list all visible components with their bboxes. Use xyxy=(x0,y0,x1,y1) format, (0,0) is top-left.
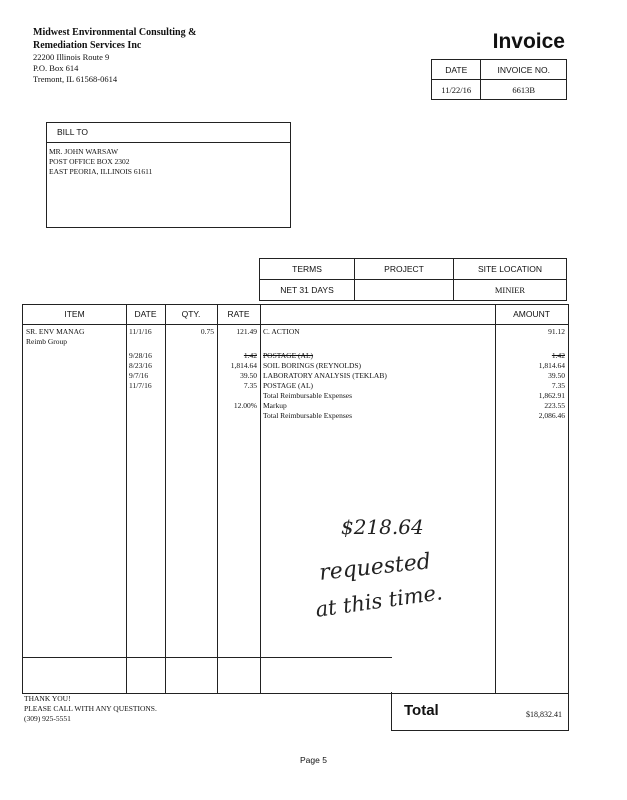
phone-text: (309) 925-5551 xyxy=(24,714,71,723)
date-label: DATE xyxy=(432,60,481,80)
terms-table xyxy=(259,258,567,301)
bill-to-line2: POST OFFICE BOX 2302 xyxy=(49,157,130,166)
page-number: Page 5 xyxy=(300,755,327,765)
row-3-description: SOIL BORINGS (REYNOLDS) xyxy=(263,361,362,370)
col-description xyxy=(260,305,495,324)
row-2-amount: 1.42 xyxy=(551,351,565,360)
total-label: Total xyxy=(404,702,439,719)
total-value: $18,832.41 xyxy=(526,710,562,719)
row-4-amount: 39.50 xyxy=(548,371,565,380)
invoice-meta-table xyxy=(431,59,567,100)
row-2-description: POSTAGE (AL) xyxy=(263,351,314,360)
handwritten-note-line2: at this time. xyxy=(313,580,445,622)
project-label: PROJECT xyxy=(355,259,454,280)
row-8-amount: 2,086.46 xyxy=(538,411,565,420)
col-amount: AMOUNT xyxy=(513,309,550,319)
row-0-qty: 0.75 xyxy=(200,327,214,336)
row-3-amount: 1,814.64 xyxy=(538,361,565,370)
row-7-amount: 223.55 xyxy=(544,401,565,410)
total-box xyxy=(391,692,569,731)
row-0-description: C. ACTION xyxy=(263,327,300,336)
company-address-line3: Tremont, IL 61568-0614 xyxy=(33,74,118,84)
col-item: ITEM xyxy=(64,309,85,319)
row-5-date: 11/7/16 xyxy=(129,381,152,390)
row-0-item: SR. ENV MANAG xyxy=(26,327,85,336)
bill-to-line3: EAST PEORIA, ILLINOIS 61611 xyxy=(49,167,153,176)
terms-value: NET 31 DAYS xyxy=(260,280,355,301)
invoice-number: 6613B xyxy=(481,80,567,100)
bill-to-label: BILL TO xyxy=(47,123,290,143)
invoice-no-label: INVOICE NO. xyxy=(481,60,567,80)
bill-to-box xyxy=(46,122,291,228)
row-6-description: Total Reimbursable Expenses xyxy=(263,391,353,400)
row-4-description: LABORATORY ANALYSIS (TEKLAB) xyxy=(263,371,387,380)
row-0-rate: 121.49 xyxy=(236,327,257,336)
company-name-line1: Midwest Environmental Consulting & xyxy=(33,27,197,38)
terms-label: TERMS xyxy=(260,259,355,280)
row-5-amount: 7.35 xyxy=(551,381,565,390)
line-items-table xyxy=(22,304,569,694)
site-location-label: SITE LOCATION xyxy=(454,259,567,280)
row-5-rate: 7.35 xyxy=(243,381,257,390)
handwritten-note-line1: requested xyxy=(318,549,433,586)
col-qty: QTY. xyxy=(181,309,201,319)
row-0-amount: 91.12 xyxy=(548,327,565,336)
invoice-date: 11/22/16 xyxy=(432,80,481,100)
thanks-text: THANK YOU! xyxy=(24,694,71,703)
row-3-date: 8/23/16 xyxy=(129,361,152,370)
row-6-amount: 1,862.91 xyxy=(538,391,565,400)
col-date: DATE xyxy=(134,309,157,319)
call-text: PLEASE CALL WITH ANY QUESTIONS. xyxy=(24,704,157,713)
row-2-date: 9/28/16 xyxy=(129,351,152,360)
company-name-line2: Remediation Services Inc xyxy=(33,40,142,51)
footer-notes xyxy=(24,694,157,724)
invoice-title: Invoice xyxy=(492,30,565,53)
site-location-value: MINIER xyxy=(454,280,567,301)
company-address-line2: P.O. Box 614 xyxy=(33,63,79,73)
row-0-date: 11/1/16 xyxy=(129,327,152,336)
row-3-rate: 1,814.64 xyxy=(230,361,257,370)
row-7-description: Markup xyxy=(263,401,287,410)
col-rate: RATE xyxy=(227,309,250,319)
row-4-rate: 39.50 xyxy=(240,371,257,380)
bill-to-line1: MR. JOHN WARSAW xyxy=(49,147,119,156)
company-header xyxy=(33,26,196,85)
row-8-description: Total Reimbursable Expenses xyxy=(263,411,353,420)
row-7-rate: 12.00% xyxy=(233,401,257,410)
project-value xyxy=(355,280,454,301)
row-4-date: 9/7/16 xyxy=(129,371,149,380)
handwritten-amount: $218.64 xyxy=(341,515,424,539)
company-address-line1: 22200 Illinois Route 9 xyxy=(33,52,110,62)
row-5-description: POSTAGE (AL) xyxy=(263,381,314,390)
row-1-item: Reimb Group xyxy=(26,337,68,346)
row-2-rate: 1.42 xyxy=(243,351,257,360)
